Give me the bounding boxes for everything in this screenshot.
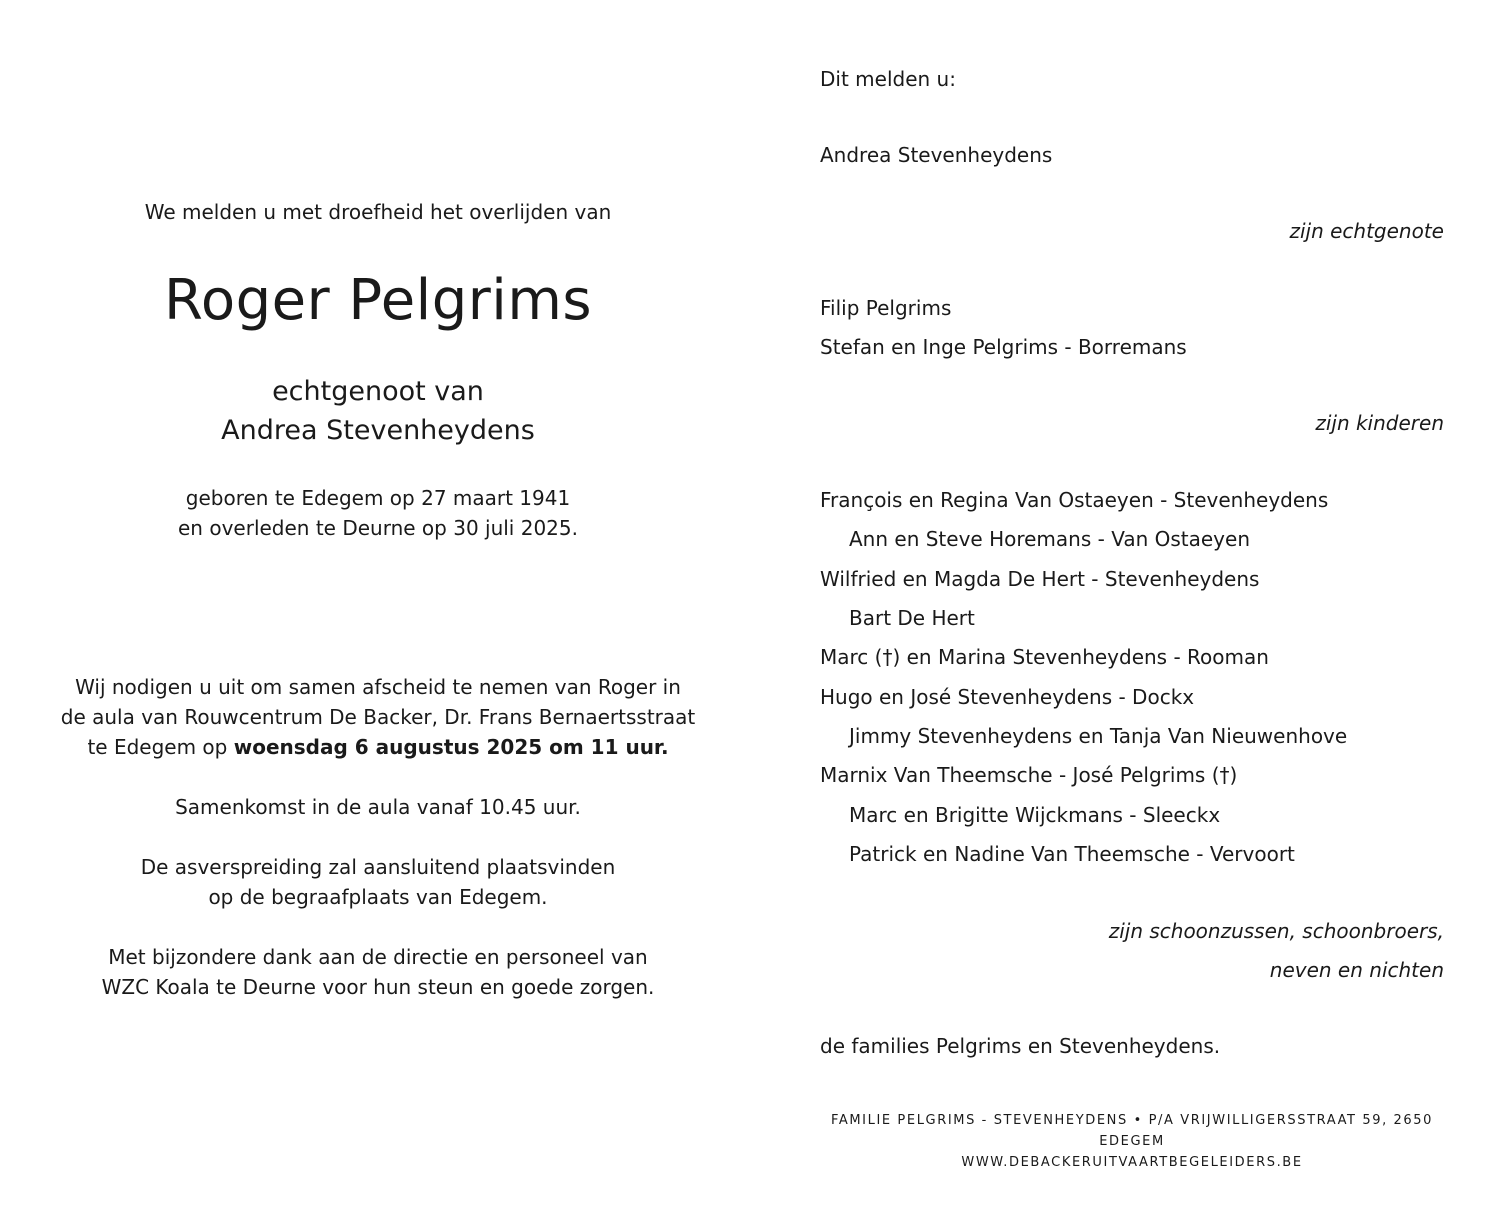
ashes-line-2: op de begraafplaats van Edegem. <box>208 885 548 909</box>
ceremony-datetime: woensdag 6 augustus 2025 om 11 uur. <box>233 735 669 759</box>
relative-entry: Marc (†) en Marina Stevenheydens - Rooman <box>820 645 1269 669</box>
footer <box>800 1110 1464 1173</box>
ashes-line-1: De asverspreiding zal aansluitend plaatsvinden <box>140 855 616 879</box>
ashes-block <box>40 852 716 912</box>
spouse-role: zijn echtgenote <box>1289 219 1444 243</box>
deceased-name: Roger Pelgrims <box>163 268 593 333</box>
relative-entry: Jimmy Stevenheydens en Tanja Van Nieuwenhove <box>849 724 1348 748</box>
relative-entry: Patrick en Nadine Van Theemsche - Vervoort <box>849 842 1295 866</box>
relative-entry: Wilfried en Magda De Hert - Stevenheydens <box>820 567 1260 591</box>
invitation-line-1: Wij nodigen u uit om samen afscheid te nemen van Roger in <box>75 675 681 699</box>
relative-entry: Marc en Brigitte Wijckmans - Sleeckx <box>849 803 1221 827</box>
relative-entry: François en Regina Van Ostaeyen - Stevenheydens <box>820 488 1329 512</box>
relative-entry: Ann en Steve Horemans - Van Ostaeyen <box>849 527 1250 551</box>
announcers-heading: Dit melden u: <box>820 67 956 91</box>
death-line: en overleden te Deurne op 30 juli 2025. <box>178 516 578 540</box>
spouse-name: Andrea Stevenheydens <box>221 415 535 446</box>
spouse-block <box>40 372 716 450</box>
birth-line: geboren te Edegem op 27 maart 1941 <box>185 486 571 510</box>
intro-text: We melden u met droefheid het overlijden van <box>144 200 612 224</box>
dates-block <box>40 483 716 543</box>
relative-entry: Bart De Hert <box>849 606 975 630</box>
invitation-line-2: de aula van Rouwcentrum De Backer, Dr. Frans Bernaertsstraat <box>60 705 696 729</box>
footer-website: WWW.DEBACKERUITVAARTBEGELEIDERS.BE <box>961 1155 1303 1170</box>
invitation-block <box>40 672 716 762</box>
invitation-line-3 <box>40 732 716 762</box>
relative-entry: Marnix Van Theemsche - José Pelgrims (†) <box>820 763 1238 787</box>
thanks-line-1: Met bijzondere dank aan de directie en personeel van <box>108 945 648 969</box>
gathering-text: Samenkomst in de aula vanaf 10.45 uur. <box>175 795 581 819</box>
children-role: zijn kinderen <box>1315 411 1444 435</box>
families-entry: de families Pelgrims en Stevenheydens. <box>820 1034 1221 1058</box>
child-entry: Filip Pelgrims <box>820 296 952 320</box>
thanks-block <box>40 942 716 1002</box>
relatives-role-line-1: zijn schoonzussen, schoonbroers, <box>1108 919 1444 943</box>
invitation-prefix: te Edegem op <box>87 735 234 759</box>
relative-entry: Hugo en José Stevenheydens - Dockx <box>820 685 1195 709</box>
footer-address: FAMILIE PELGRIMS - STEVENHEYDENS • P/A VRIJWILLIGERSSTRAAT 59, 2650 EDEGEM <box>830 1113 1434 1149</box>
spouse-entry: Andrea Stevenheydens <box>820 143 1053 167</box>
relatives-role-line-2: neven en nichten <box>1269 958 1444 982</box>
spouse-label: echtgenoot van <box>272 376 484 407</box>
child-entry: Stefan en Inge Pelgrims - Borremans <box>820 335 1187 359</box>
thanks-line-2: WZC Koala te Deurne voor hun steun en goede zorgen. <box>101 975 655 999</box>
